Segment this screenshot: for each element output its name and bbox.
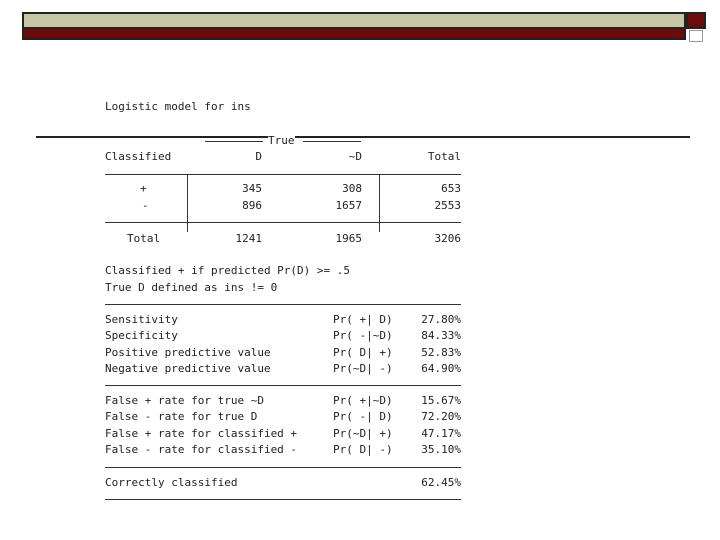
stat-value: 35.10% bbox=[421, 443, 461, 456]
header-bar bbox=[22, 12, 686, 29]
row-minus-notd: 1657 bbox=[335, 199, 362, 212]
stats-rule-3 bbox=[105, 467, 461, 468]
table-vline-left bbox=[187, 174, 188, 232]
stat-expr: Pr( +|~D) bbox=[333, 394, 393, 407]
stat-expr: Pr(~D| +) bbox=[333, 427, 393, 440]
true-rule-right bbox=[303, 141, 361, 142]
col-total: Total bbox=[427, 150, 461, 163]
row-plus-notd: 308 bbox=[342, 182, 362, 195]
note-definition: True D defined as ins != 0 bbox=[105, 281, 278, 294]
header-square bbox=[686, 12, 706, 29]
stat-value: 27.80% bbox=[421, 313, 461, 326]
col-classified: Classified bbox=[105, 150, 172, 163]
header-accent-bar bbox=[22, 29, 686, 40]
stats-rule-2 bbox=[105, 385, 461, 386]
row-minus-d: 896 bbox=[242, 199, 262, 212]
table-vline-right bbox=[379, 174, 380, 232]
stat-name: Sensitivity bbox=[105, 313, 178, 326]
total-notd: 1965 bbox=[335, 232, 362, 245]
stat-value: 47.17% bbox=[421, 427, 461, 440]
title-rule bbox=[36, 136, 690, 138]
stat-name: False + rate for true ~D bbox=[105, 394, 264, 407]
correct-value: 62.45% bbox=[421, 476, 461, 489]
stat-expr: Pr( D| -) bbox=[333, 443, 393, 456]
col-d: D bbox=[255, 150, 262, 163]
stat-name: Negative predictive value bbox=[105, 362, 271, 375]
stats-rule-1 bbox=[105, 304, 461, 305]
true-header: True bbox=[268, 134, 295, 147]
stats-rule-4 bbox=[105, 499, 461, 500]
row-plus-total: 653 bbox=[441, 182, 461, 195]
stat-expr: Pr( -| D) bbox=[333, 410, 393, 423]
row-plus-d: 345 bbox=[242, 182, 262, 195]
total-label: Total bbox=[127, 232, 161, 245]
stat-name: False - rate for true D bbox=[105, 410, 258, 423]
row-minus-label: - bbox=[142, 199, 149, 212]
stat-value: 52.83% bbox=[421, 346, 461, 359]
stat-expr: Pr( -|~D) bbox=[333, 329, 393, 342]
true-rule-left bbox=[205, 141, 263, 142]
header-small-square bbox=[689, 30, 703, 42]
total-total: 3206 bbox=[434, 232, 461, 245]
model-title: Logistic model for ins bbox=[105, 100, 251, 113]
stat-value: 84.33% bbox=[421, 329, 461, 342]
total-d: 1241 bbox=[235, 232, 262, 245]
note-threshold: Classified + if predicted Pr(D) >= .5 bbox=[105, 264, 351, 277]
correct-label: Correctly classified bbox=[105, 476, 238, 489]
row-minus-total: 2553 bbox=[434, 199, 461, 212]
stat-value: 72.20% bbox=[421, 410, 461, 423]
stat-name: Positive predictive value bbox=[105, 346, 271, 359]
stat-value: 64.90% bbox=[421, 362, 461, 375]
table-header-rule bbox=[105, 174, 461, 175]
stat-expr: Pr( +| D) bbox=[333, 313, 393, 326]
col-notd: ~D bbox=[348, 150, 362, 163]
stat-name: False + rate for classified + bbox=[105, 427, 298, 440]
table-total-rule bbox=[105, 222, 461, 223]
stat-expr: Pr(~D| -) bbox=[333, 362, 393, 375]
stat-expr: Pr( D| +) bbox=[333, 346, 393, 359]
stat-name: Specificity bbox=[105, 329, 178, 342]
stat-name: False - rate for classified - bbox=[105, 443, 298, 456]
stat-value: 15.67% bbox=[421, 394, 461, 407]
row-plus-label: + bbox=[140, 182, 147, 195]
